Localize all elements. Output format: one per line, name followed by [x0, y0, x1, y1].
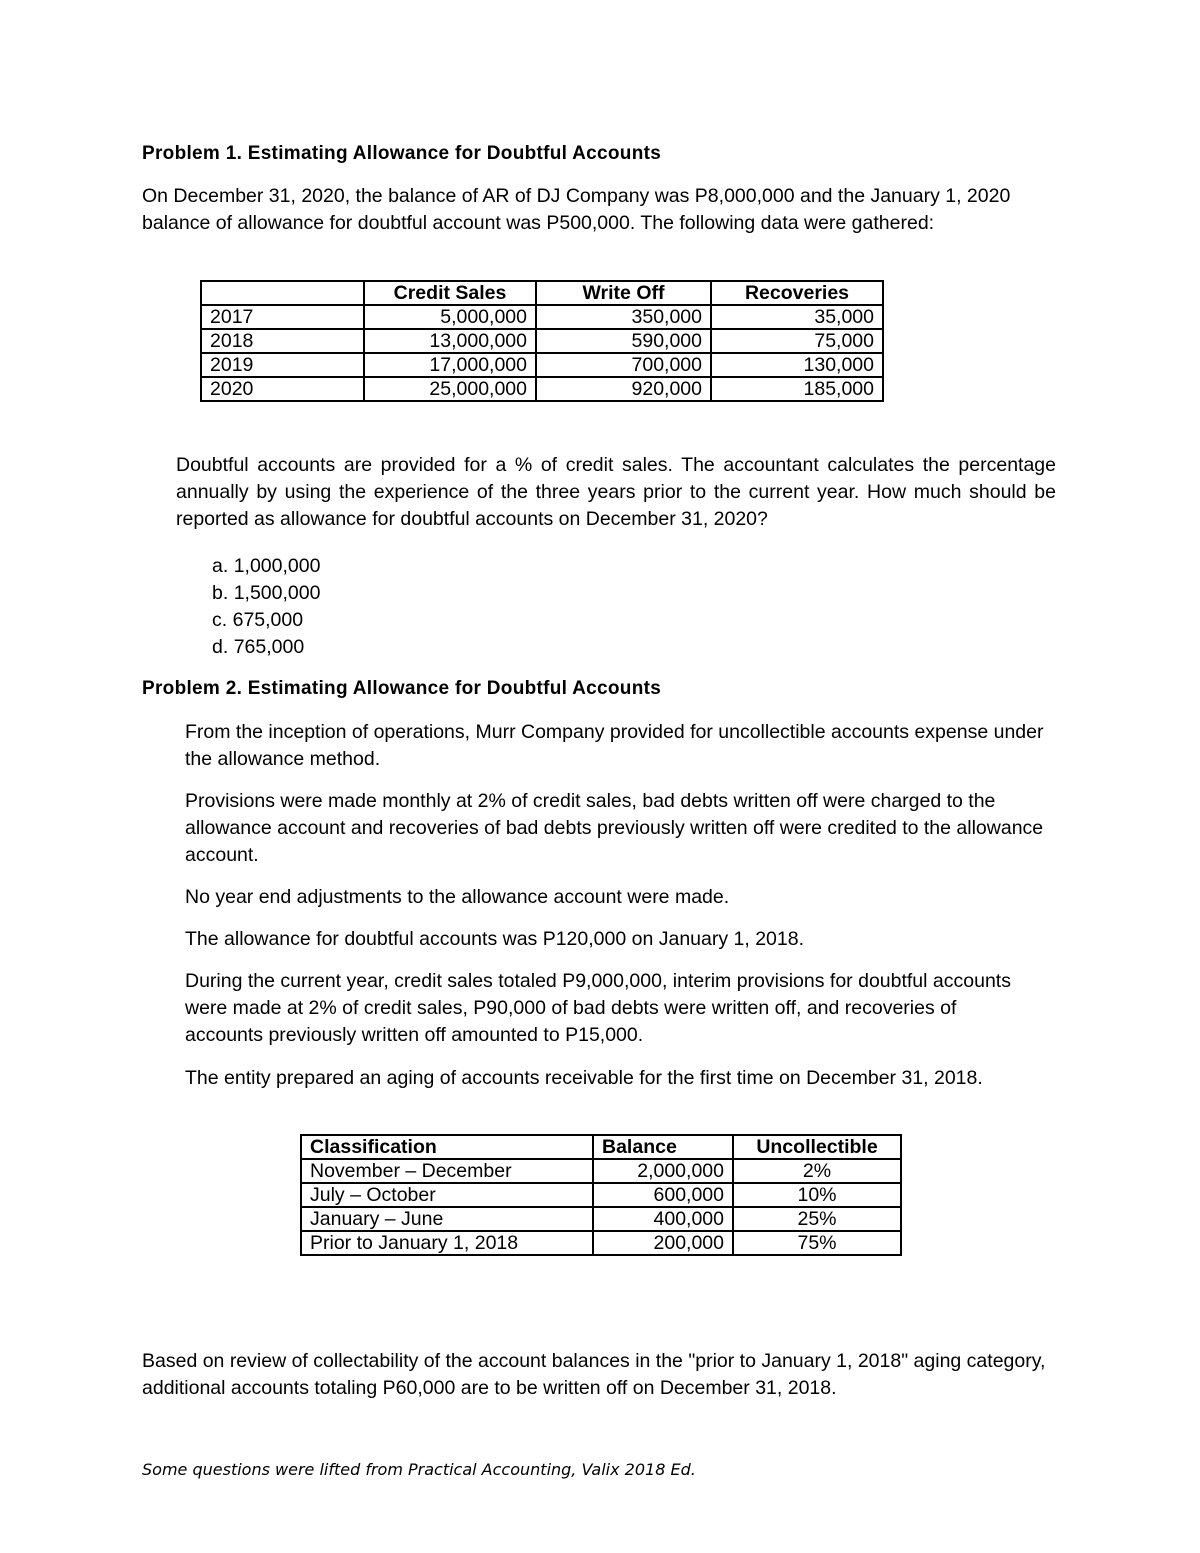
table-header-cell: Uncollectible	[733, 1135, 901, 1159]
problem1-table	[200, 280, 884, 402]
table-cell: 2,000,000	[593, 1159, 733, 1183]
table-cell: 75,000	[711, 329, 883, 353]
table-row	[301, 1231, 901, 1255]
table-cell: 185,000	[711, 377, 883, 401]
table-cell: 5,000,000	[364, 305, 536, 329]
choice-value: 675,000	[232, 609, 304, 631]
table-cell: 2%	[733, 1159, 901, 1183]
problem2-paragraph: Provisions were made monthly at 2% of credit sales, bad debts written off were charged to the allowance account and recoveries of bad debts previously written off were credited to the allowance account.	[185, 790, 1044, 866]
table-cell: 600,000	[593, 1183, 733, 1207]
problem2-paragraph: The entity prepared an aging of accounts receivable for the first time on December 31, 2018.	[185, 1067, 983, 1089]
table-header-cell: Credit Sales	[364, 281, 536, 305]
choice-value: 1,000,000	[233, 555, 321, 577]
problem2-closing: Based on review of collectability of the account balances in the "prior to January 1, 2018" aging category, additional accounts totaling P60,000 are to be written off on December 31, 2018.	[142, 1350, 1046, 1399]
table-header-cell: Write Off	[536, 281, 711, 305]
problem2-paragraph: During the current year, credit sales totaled P9,000,000, interim provisions for doubtful accounts were made at 2% of credit sales, P90,000 of bad debts were written off, and recoveries of accounts previously written off amounted to P15,000.	[185, 970, 1011, 1046]
table-header-cell: Recoveries	[711, 281, 883, 305]
table-row	[201, 377, 883, 401]
table-cell: 400,000	[593, 1207, 733, 1231]
table-cell: 2020	[201, 377, 364, 401]
table-cell: January – June	[301, 1207, 593, 1231]
choice-value: 765,000	[233, 636, 305, 658]
table-cell: 920,000	[536, 377, 711, 401]
choice-a[interactable]	[212, 553, 320, 580]
problem1-title: Problem 1. Estimating Allowance for Doubtful Accounts	[142, 143, 662, 164]
table-cell: 2017	[201, 305, 364, 329]
table-row	[201, 353, 883, 377]
table-cell: 13,000,000	[364, 329, 536, 353]
table-cell: July – October	[301, 1183, 593, 1207]
table-row	[201, 329, 883, 353]
problem1-question: Doubtful accounts are provided for a % of credit sales. The accountant calculates the percentage annually by using the experience of the three years prior to the current year. How much should be reported as allowance for doubtful accounts on December 31, 2020?	[176, 454, 1056, 530]
choice-value: 1,500,000	[233, 582, 321, 604]
table-header-row	[301, 1135, 901, 1159]
problem2-paragraph: From the inception of operations, Murr Company provided for uncollectible accounts expense under the allowance method.	[185, 721, 1044, 770]
table-header-row	[201, 281, 883, 305]
choice-c[interactable]	[212, 607, 303, 634]
table-cell: 35,000	[711, 305, 883, 329]
choice-letter: d.	[212, 636, 229, 658]
table-cell: 200,000	[593, 1231, 733, 1255]
table-cell: 25%	[733, 1207, 901, 1231]
table-cell: November – December	[301, 1159, 593, 1183]
aging-table	[300, 1134, 902, 1256]
table-cell: 25,000,000	[364, 377, 536, 401]
problem2-paragraph: No year end adjustments to the allowance account were made.	[185, 886, 730, 908]
choice-letter: c.	[212, 609, 228, 631]
problem1-intro: On December 31, 2020, the balance of AR of DJ Company was P8,000,000 and the January 1, 2020 balance of allowance for doubtful account was P500,000. The following data were gathered:	[142, 185, 1011, 234]
problem2-title: Problem 2. Estimating Allowance for Doubtful Accounts	[142, 678, 662, 699]
table-row	[201, 305, 883, 329]
table-cell: 10%	[733, 1183, 901, 1207]
choice-letter: b.	[212, 582, 229, 604]
table-header-cell: Classification	[301, 1135, 593, 1159]
choice-letter: a.	[212, 555, 229, 577]
choice-b[interactable]	[212, 580, 320, 607]
table-cell: 2018	[201, 329, 364, 353]
table-cell: 350,000	[536, 305, 711, 329]
choice-d[interactable]	[212, 634, 304, 661]
table-cell: 17,000,000	[364, 353, 536, 377]
problem2-paragraph: The allowance for doubtful accounts was P120,000 on January 1, 2018.	[185, 928, 804, 950]
table-row	[301, 1183, 901, 1207]
table-row	[301, 1159, 901, 1183]
table-cell: 2019	[201, 353, 364, 377]
table-header-cell: Balance	[593, 1135, 733, 1159]
table-row	[301, 1207, 901, 1231]
table-cell: 75%	[733, 1231, 901, 1255]
table-cell: Prior to January 1, 2018	[301, 1231, 593, 1255]
table-cell: 130,000	[711, 353, 883, 377]
table-cell: 700,000	[536, 353, 711, 377]
footer-note: Some questions were lifted from Practical Accounting, Valix 2018 Ed.	[142, 1460, 696, 1479]
table-header-cell	[201, 281, 364, 305]
table-cell: 590,000	[536, 329, 711, 353]
